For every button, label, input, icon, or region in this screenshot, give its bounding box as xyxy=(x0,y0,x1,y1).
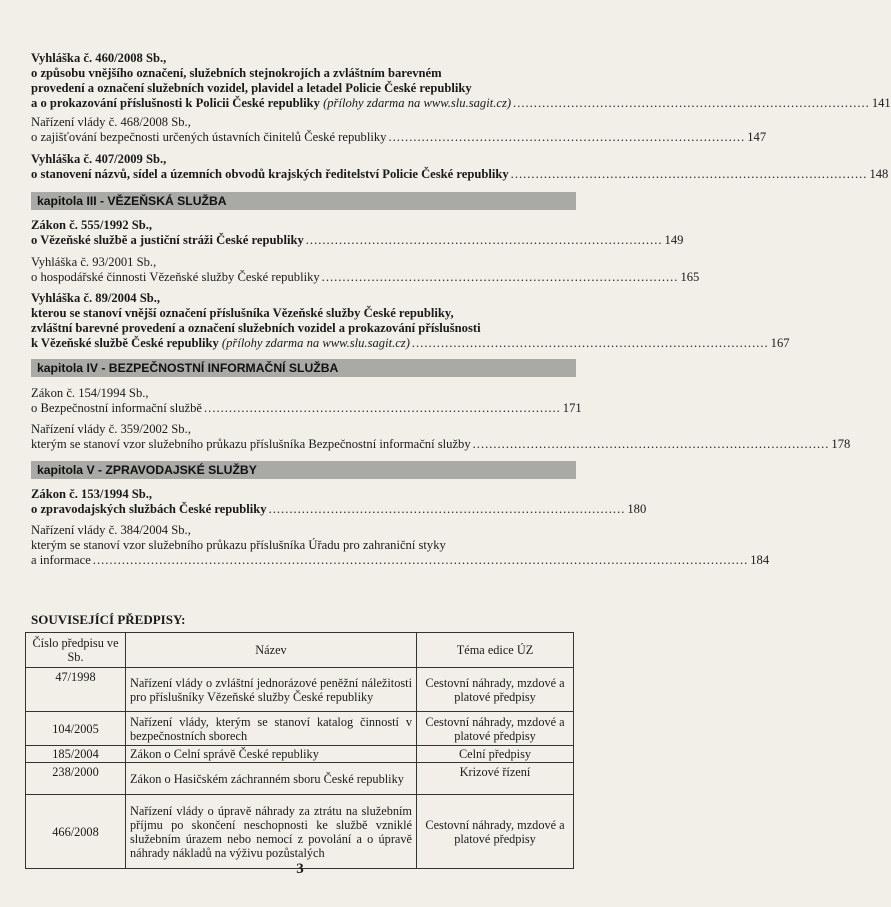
page-ref: 180 xyxy=(627,502,647,516)
toc-entry xyxy=(31,386,582,416)
leader-dots: .............................................................................................................................................................. xyxy=(92,553,749,567)
header-number: Číslo předpisu ve Sb. xyxy=(26,633,126,668)
entry-line: o hospodářské činnosti Vězeňské služby České republiky xyxy=(31,270,320,284)
page-ref: 149 xyxy=(664,233,684,247)
entry-title: Vyhláška č. 460/2008 Sb., xyxy=(31,51,167,65)
page-ref: 147 xyxy=(747,130,767,144)
entry-line: o Bezpečnostní informační službě xyxy=(31,401,203,415)
page-ref: 148 xyxy=(869,167,889,181)
page-ref: 167 xyxy=(770,336,790,350)
entry-line: o zpravodajských službách České republiky xyxy=(31,502,267,516)
toc-entry xyxy=(31,523,770,568)
toc-entry xyxy=(31,255,700,285)
row-number: 104/2005 xyxy=(26,712,126,746)
entry-title: Zákon č. 154/1994 Sb., xyxy=(31,386,149,400)
toc-entry xyxy=(31,115,767,145)
page-ref: 165 xyxy=(680,270,700,284)
leader-dots: ...................................................................................... xyxy=(510,167,868,181)
table-row xyxy=(26,763,574,795)
entry-line: a informace xyxy=(31,553,91,567)
entry-line: kterým se stanoví vzor služebního průkazu příslušníka Bezpečnostní informační služby xyxy=(31,437,471,451)
entry-note: (přílohy zdarma na www.slu.sagit.cz) xyxy=(221,336,410,350)
row-topic: Cestovní náhrady, mzdové a platové předpisy xyxy=(417,795,574,869)
row-number: 238/2000 xyxy=(26,763,126,795)
entry-line: a o prokazování příslušnosti k Policii České republiky (přílohy zdarma na www.slu.sagit.cz) xyxy=(31,96,512,110)
entry-title: Nařízení vlády č. 468/2008 Sb., xyxy=(31,115,191,129)
header-topic: Téma edice ÚZ xyxy=(417,633,574,668)
toc-entry xyxy=(31,218,684,248)
entry-line: k Vězeňské službě České republiky (přílohy zdarma na www.slu.sagit.cz) xyxy=(31,336,410,350)
page-ref: 171 xyxy=(562,401,582,415)
row-name: Nařízení vlády o úpravě náhrady za ztrátu na služebním příjmu po skončení neschopnosti ke službě vzniklé služebním úrazem nebo nemocí z povolání a o úpravě náhrady nákladů na výživu pozůstalých xyxy=(126,795,417,869)
row-topic: Cestovní náhrady, mzdové a platové předpisy xyxy=(417,668,574,712)
entry-title: Nařízení vlády č. 359/2002 Sb., xyxy=(31,422,191,436)
page-ref: 184 xyxy=(750,553,770,567)
entry-line: o Vězeňské službě a justiční stráži České republiky xyxy=(31,233,304,247)
entry-title: Zákon č. 555/1992 Sb., xyxy=(31,218,153,232)
entry-line: kterým se stanoví vzor služebního průkazu příslušníka Úřadu pro zahraniční styky xyxy=(31,538,446,552)
entry-note: (přílohy zdarma na www.slu.sagit.cz) xyxy=(323,96,512,110)
entry-title: Nařízení vlády č. 384/2004 Sb., xyxy=(31,523,191,537)
entry-line: provedení a označení služebních vozidel, plavidel a letadel Policie České republiky xyxy=(31,81,472,95)
toc-entry xyxy=(31,291,790,351)
toc-entry xyxy=(31,422,851,452)
row-number: 185/2004 xyxy=(26,746,126,763)
related-regulations-table xyxy=(25,632,574,869)
toc-entry xyxy=(31,152,889,182)
row-topic: Cestovní náhrady, mzdové a platové předpisy xyxy=(417,712,574,746)
toc-entry xyxy=(31,487,647,517)
row-name: Zákon o Celní správě České republiky xyxy=(126,746,417,763)
entry-line: kterou se stanoví vnější označení příslušníka Vězeňské služby České republiky, xyxy=(31,306,454,320)
entry-line: o způsobu vnějšího označení, služebních stejnokrojích a zvláštním barevném xyxy=(31,66,442,80)
page-ref: 141 xyxy=(871,96,891,110)
chapter-heading: kapitola IV - BEZPEČNOSTNÍ INFORMAČNÍ SLUŽBA xyxy=(31,359,576,377)
entry-line: o stanovení názvů, sídel a územních obvodů krajských ředitelství Policie České republiky xyxy=(31,167,509,181)
entry-line: o zajišťování bezpečnosti určených ústavních činitelů České republiky xyxy=(31,130,387,144)
table-row xyxy=(26,795,574,869)
leader-dots: ...................................................................................... xyxy=(204,401,561,415)
row-number: 466/2008 xyxy=(26,795,126,869)
leader-dots: ...................................................................................... xyxy=(321,270,679,284)
leader-dots: ...................................................................................... xyxy=(305,233,663,247)
entry-line: zvláštní barevné provedení a označení služebních vozidel a prokazování příslušnosti xyxy=(31,321,481,335)
row-topic: Krizové řízení xyxy=(417,763,574,795)
header-name: Název xyxy=(126,633,417,668)
row-number: 47/1998 xyxy=(26,668,126,712)
row-topic: Celní předpisy xyxy=(417,746,574,763)
table-row xyxy=(26,668,574,712)
entry-title: Vyhláška č. 89/2004 Sb., xyxy=(31,291,161,305)
related-regulations-title: SOUVISEJÍCÍ PŘEDPISY: xyxy=(31,612,186,627)
entry-title: Vyhláška č. 93/2001 Sb., xyxy=(31,255,157,269)
page-number: 3 xyxy=(296,861,304,877)
leader-dots: ...................................................................................... xyxy=(388,130,746,144)
row-name: Nařízení vlády, kterým se stanoví katalog činností v bezpečnostních sborech xyxy=(126,712,417,746)
chapter-heading: kapitola V - ZPRAVODAJSKÉ SLUŽBY xyxy=(31,461,576,479)
page-ref: 178 xyxy=(831,437,851,451)
entry-title: Zákon č. 153/1994 Sb., xyxy=(31,487,153,501)
row-name: Zákon o Hasičském záchranném sboru České republiky xyxy=(126,763,417,795)
leader-dots: ...................................................................................... xyxy=(513,96,870,110)
table-row xyxy=(26,746,574,763)
entry-title: Vyhláška č. 407/2009 Sb., xyxy=(31,152,167,166)
table-row xyxy=(26,712,574,746)
leader-dots: ...................................................................................... xyxy=(472,437,830,451)
leader-dots: ...................................................................................... xyxy=(411,336,769,350)
leader-dots: ...................................................................................... xyxy=(268,502,626,516)
chapter-heading: kapitola III - VĚZEŇSKÁ SLUŽBA xyxy=(31,192,576,210)
toc-entry xyxy=(31,51,891,111)
row-name: Nařízení vlády o zvláštní jednorázové peněžní náležitosti pro příslušníky Vězeňské služby České republiky xyxy=(126,668,417,712)
table-header-row xyxy=(26,633,574,668)
